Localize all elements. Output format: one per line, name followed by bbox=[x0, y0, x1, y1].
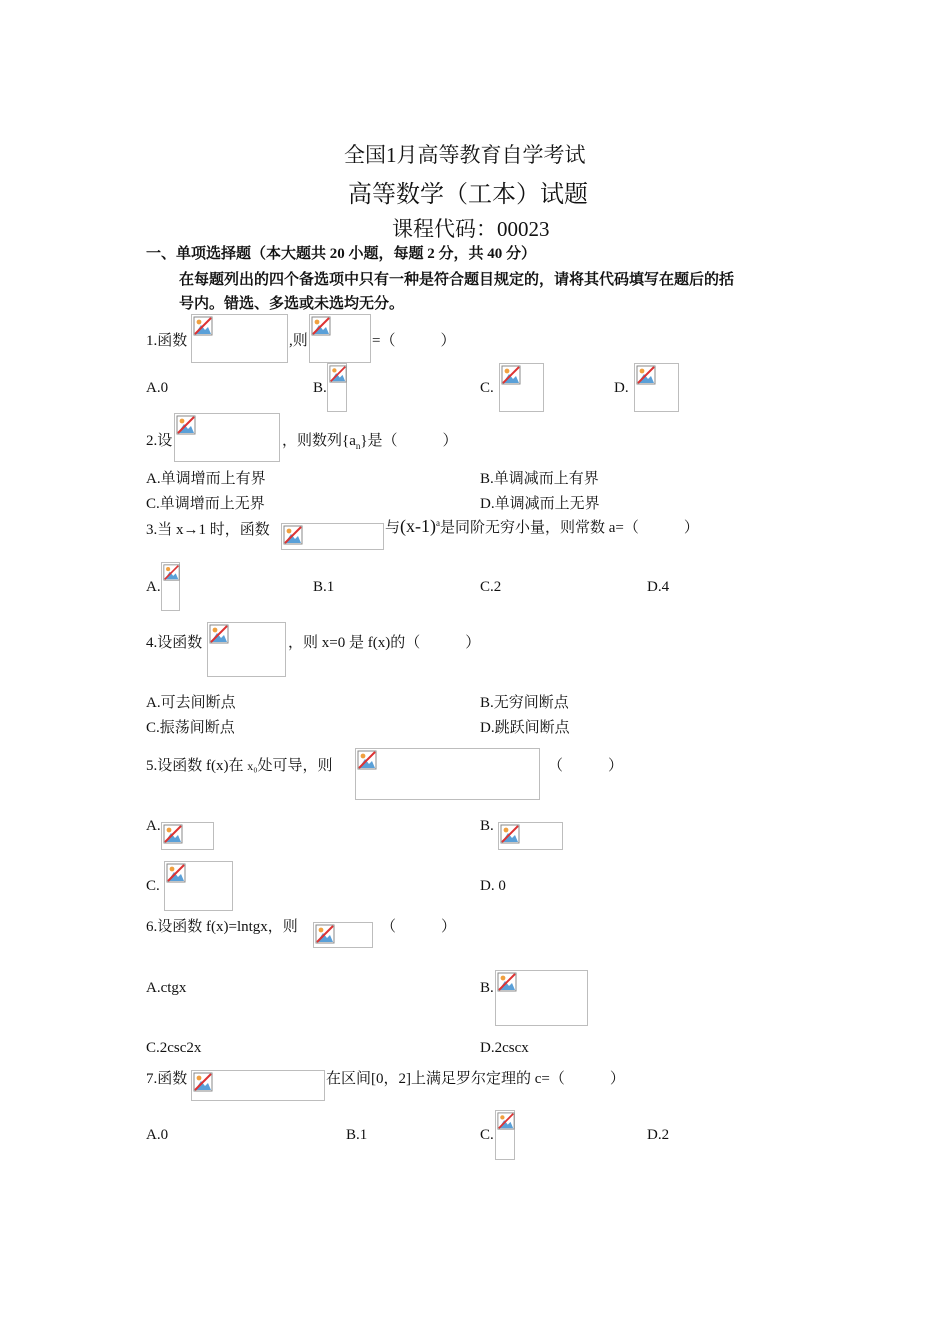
broken-image-icon bbox=[191, 1070, 325, 1101]
q7-post: 在区间[0，2]上满足罗尔定理的 c=（ ） bbox=[326, 1071, 625, 1087]
broken-image-icon bbox=[309, 314, 371, 363]
broken-image-icon bbox=[164, 861, 233, 911]
q7-option-d: D.2 bbox=[647, 1127, 670, 1143]
broken-image-icon bbox=[207, 622, 286, 677]
q4-option-b: B.无穷间断点 bbox=[480, 695, 569, 711]
q6-option-c: C.2csc2x bbox=[146, 1040, 202, 1056]
exam-title: 全国1月高等教育自学考试 bbox=[344, 143, 586, 167]
q1-option-d: D. bbox=[614, 380, 629, 396]
q5-option-b: B. bbox=[480, 818, 494, 834]
q3-pre: 3.当 x→1 时，函数 bbox=[146, 522, 270, 538]
q4-option-c: C.振荡间断点 bbox=[146, 720, 235, 736]
q5-post: （ ） bbox=[548, 758, 624, 774]
subject-title: 高等数学（工本）试题 bbox=[348, 182, 588, 208]
broken-image-icon bbox=[281, 523, 384, 550]
q1-option-a: A.0 bbox=[146, 380, 169, 396]
q3-post: 与$(x-1)^a$是同阶无穷小量，则常数 a=（ ） bbox=[385, 516, 699, 536]
q4-option-a: A.可去间断点 bbox=[146, 695, 236, 711]
broken-image-icon bbox=[495, 970, 588, 1026]
broken-image-icon bbox=[355, 748, 540, 800]
section-heading: 一、单项选择题（本大题共 20 小题，每题 2 分，共 40 分） bbox=[146, 246, 537, 262]
broken-image-icon bbox=[634, 363, 679, 412]
q1-mid: ,则 bbox=[289, 333, 308, 349]
q5-option-c: C. bbox=[146, 878, 160, 894]
broken-image-icon bbox=[161, 822, 214, 850]
q6-post: （ ） bbox=[381, 919, 457, 935]
broken-image-icon bbox=[174, 413, 280, 462]
q7-pre: 7.函数 bbox=[146, 1071, 188, 1087]
q2-option-c: C.单调增而上无界 bbox=[146, 496, 265, 512]
q6-pre: 6.设函数 f(x)=lntgx，则 bbox=[146, 919, 298, 935]
broken-image-icon bbox=[495, 1110, 515, 1160]
q7-option-c: C. bbox=[480, 1127, 494, 1143]
q7-option-a: A.0 bbox=[146, 1127, 169, 1143]
section-instruction-2: 号内。错选、多选或未选均无分。 bbox=[179, 296, 405, 312]
q7-option-b: B.1 bbox=[346, 1127, 368, 1143]
q2-post: ，则数列$\{a_n\}$是（ ） bbox=[282, 433, 458, 451]
q1-post: =（ ） bbox=[372, 333, 456, 349]
broken-image-icon bbox=[499, 363, 544, 412]
q2-option-a: A.单调增而上有界 bbox=[146, 471, 266, 487]
section-instruction-1: 在每题列出的四个备选项中只有一种是符合题目规定的，请将其代码填写在题后的括 bbox=[179, 272, 735, 288]
q1-pre: 1.函数 bbox=[146, 333, 188, 349]
q4-option-d: D.跳跃间断点 bbox=[480, 720, 570, 736]
q5-option-a: A. bbox=[146, 818, 161, 834]
broken-image-icon bbox=[327, 363, 347, 412]
course-code: 课程代码：00023 bbox=[392, 217, 550, 241]
q5-option-d: D. 0 bbox=[480, 878, 506, 894]
q5-pre: 5.设函数 f(x)在 x₀处可导，则 bbox=[146, 758, 333, 774]
q6-option-a: A.ctgx bbox=[146, 980, 187, 996]
q6-option-d: D.2cscx bbox=[480, 1040, 529, 1056]
q1-option-c: C. bbox=[480, 380, 494, 396]
q2-option-d: D.单调减而上无界 bbox=[480, 496, 600, 512]
q6-option-b: B. bbox=[480, 980, 494, 996]
q4-pre: 4.设函数 bbox=[146, 635, 203, 651]
q4-post: ，则 x=0 是 f(x)的（ ） bbox=[288, 635, 481, 651]
q2-option-b: B.单调减而上有界 bbox=[480, 471, 599, 487]
broken-image-icon bbox=[498, 822, 563, 850]
q3-option-d: D.4 bbox=[647, 579, 670, 595]
broken-image-icon bbox=[161, 562, 180, 611]
q1-option-b: B. bbox=[313, 380, 327, 396]
q3-option-b: B.1 bbox=[313, 579, 335, 595]
q3-option-c: C.2 bbox=[480, 579, 502, 595]
broken-image-icon bbox=[313, 922, 373, 948]
q3-option-a: A. bbox=[146, 579, 161, 595]
q2-pre: 2.设 bbox=[146, 433, 173, 449]
broken-image-icon bbox=[191, 314, 288, 363]
